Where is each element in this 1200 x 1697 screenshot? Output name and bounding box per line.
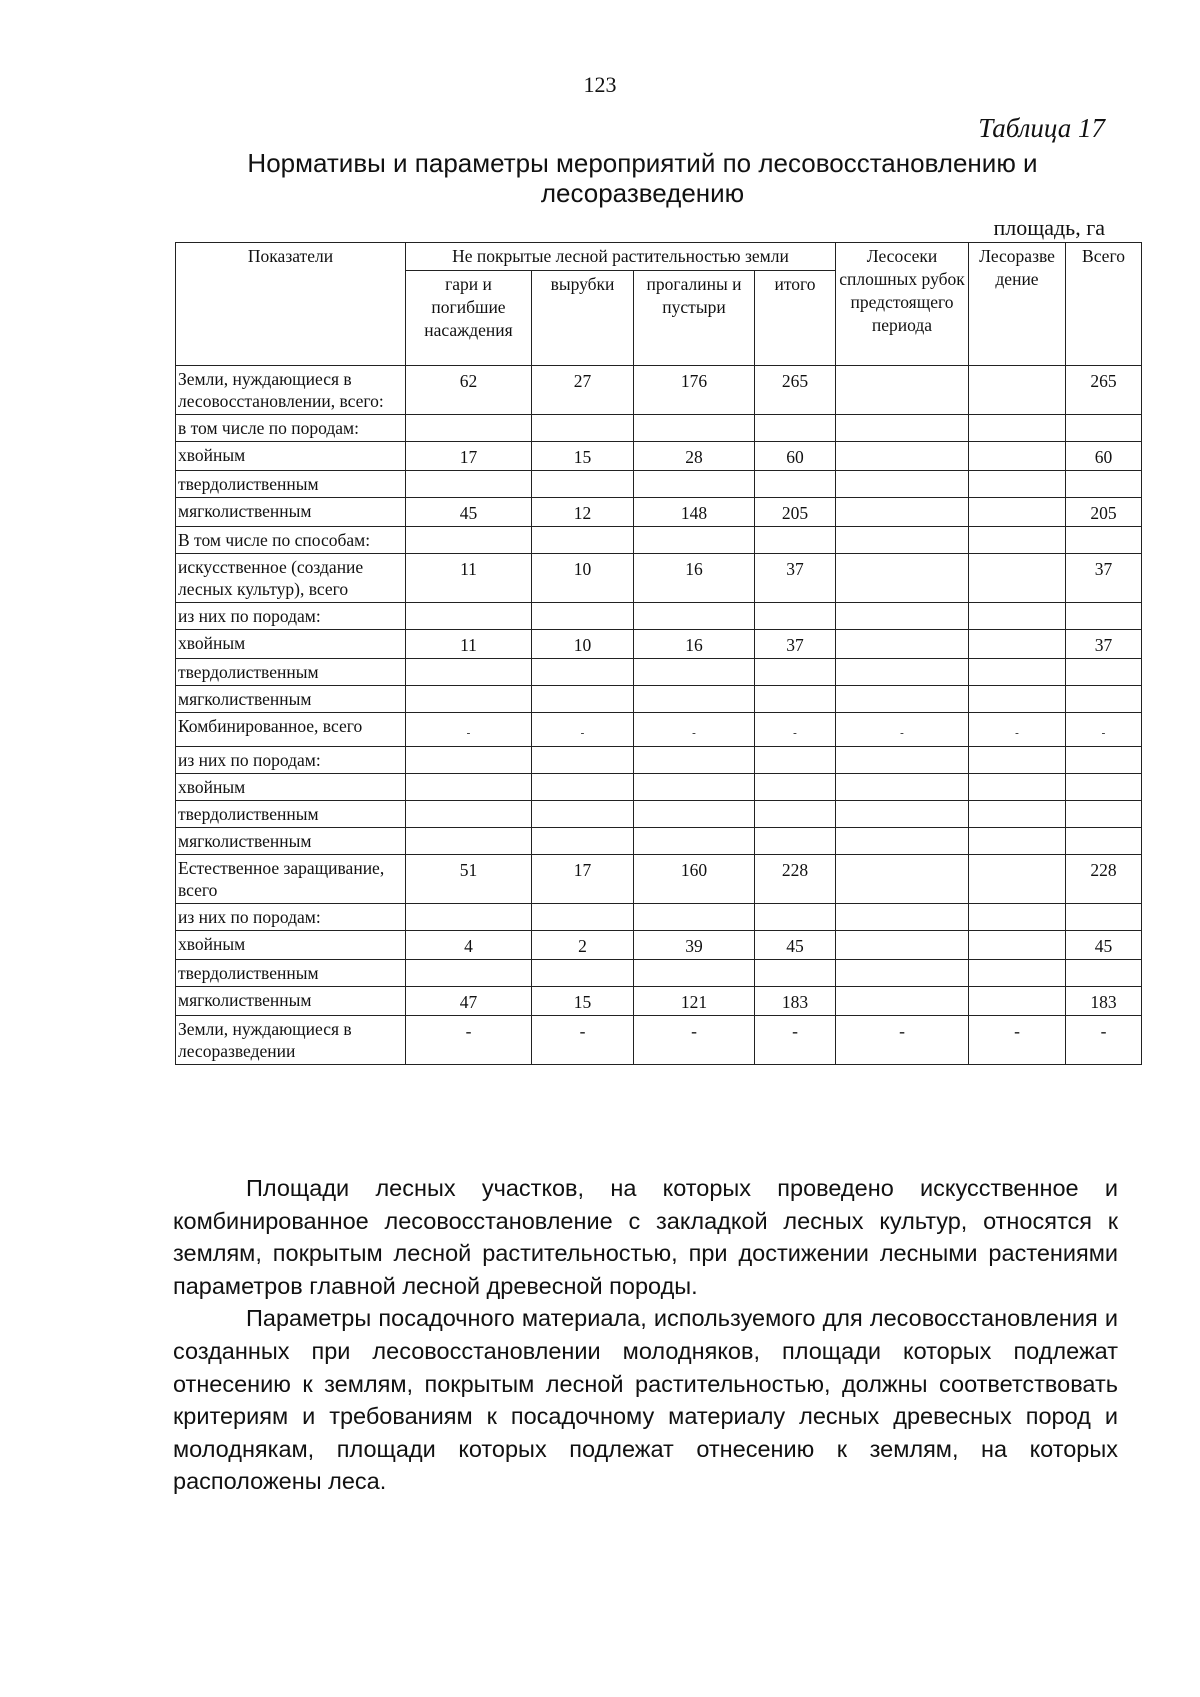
row-value [406,774,532,801]
paragraph-1: Площади лесных участков, на которых проведено искусственное и комбинированное лесовосстановление с закладкой лесных культур, относятся к землям, покрытым лесной растительностью, при достижении лесными растениями параметров главной лесной древесной породы. [173,1175,1118,1299]
row-value: - [836,1016,969,1065]
row-value [969,630,1066,659]
row-value [836,686,969,713]
row-label: Естественное заращивание, всего [176,855,406,904]
table-row [176,471,1142,498]
row-value [634,828,755,855]
row-value: 17 [406,442,532,471]
row-value [406,415,532,442]
row-value: 2 [532,931,634,960]
row-value [634,659,755,686]
row-value: - [1066,713,1142,747]
row-value: 37 [755,630,836,659]
row-value: - [634,713,755,747]
row-value: 160 [634,855,755,904]
table-row [176,442,1142,471]
row-label: из них по породам: [176,747,406,774]
row-value [969,904,1066,931]
row-value [969,442,1066,471]
row-label: Земли, нуждающиеся в лесовосстановлении, всего: [176,366,406,415]
header-subtotal: итого [755,271,836,366]
row-value [969,498,1066,527]
row-value [1066,603,1142,630]
row-value [532,527,634,554]
row-value [755,686,836,713]
row-value [969,415,1066,442]
row-value [532,603,634,630]
table-row [176,527,1142,554]
row-value: - [1066,1016,1142,1065]
row-label: мягколиственным [176,686,406,713]
row-value: 11 [406,554,532,603]
row-value [406,801,532,828]
row-label: хвойным [176,931,406,960]
row-value: - [755,1016,836,1065]
row-value: 12 [532,498,634,527]
row-value [836,471,969,498]
row-value [634,747,755,774]
row-label: В том числе по способам: [176,527,406,554]
row-value [836,527,969,554]
row-value: 10 [532,554,634,603]
row-value: 37 [1066,554,1142,603]
row-value [836,747,969,774]
row-value [532,471,634,498]
row-value [969,747,1066,774]
row-value: 4 [406,931,532,960]
table-row [176,828,1142,855]
table-row [176,659,1142,686]
row-value [755,659,836,686]
row-label: искусственное (создание лесных культур), всего [176,554,406,603]
row-value [634,471,755,498]
row-value: 17 [532,855,634,904]
reforestation-table [175,242,1142,1065]
row-value [836,987,969,1016]
row-value [1066,527,1142,554]
row-label: твердолиственным [176,471,406,498]
row-value [969,471,1066,498]
row-value [532,747,634,774]
row-value [836,659,969,686]
row-value [1066,828,1142,855]
row-value: 176 [634,366,755,415]
row-value [634,801,755,828]
row-value [969,987,1066,1016]
row-label: мягколиственным [176,828,406,855]
row-value [969,366,1066,415]
row-value [969,855,1066,904]
row-value: 39 [634,931,755,960]
header-indicators: Показатели [176,243,406,366]
page-number: 123 [583,72,617,97]
row-label: твердолиственным [176,659,406,686]
row-value [406,471,532,498]
row-value [406,659,532,686]
row-value [755,603,836,630]
row-value [755,527,836,554]
row-value [755,960,836,987]
table-row [176,366,1142,415]
row-value [755,747,836,774]
row-value [634,904,755,931]
row-label: мягколиственным [176,498,406,527]
row-value [969,828,1066,855]
row-label: хвойным [176,774,406,801]
row-value: 265 [1066,366,1142,415]
row-value [836,801,969,828]
table-row [176,415,1142,442]
row-value: 183 [755,987,836,1016]
table-row [176,630,1142,659]
row-value: 183 [1066,987,1142,1016]
row-label: хвойным [176,442,406,471]
row-value: - [406,1016,532,1065]
row-value [406,828,532,855]
row-value [634,415,755,442]
row-value [836,498,969,527]
row-value [836,828,969,855]
row-value: 37 [755,554,836,603]
row-label: Комбинированное, всего [176,713,406,747]
row-value: 15 [532,987,634,1016]
row-value: 45 [755,931,836,960]
row-value: 148 [634,498,755,527]
row-value: 27 [532,366,634,415]
row-value [969,960,1066,987]
row-value [836,442,969,471]
row-label: в том числе по породам: [176,415,406,442]
row-value: 45 [406,498,532,527]
row-label: Земли, нуждающиеся в лесоразведении [176,1016,406,1065]
row-value [755,415,836,442]
document-title [220,148,1065,208]
row-value [532,415,634,442]
row-value: - [969,713,1066,747]
row-value [755,801,836,828]
table-header [176,243,1142,366]
header-total: Всего [1066,243,1142,366]
row-value: 10 [532,630,634,659]
row-value: 265 [755,366,836,415]
row-value [836,554,969,603]
table-row [176,801,1142,828]
header-not-covered: Не покрытые лесной растительностью земли [406,243,836,271]
row-value [634,527,755,554]
table-row [176,747,1142,774]
table-row [176,603,1142,630]
row-label: твердолиственным [176,960,406,987]
row-value [532,904,634,931]
table-row [176,554,1142,603]
header-row-1 [176,243,1142,271]
row-value: 11 [406,630,532,659]
row-value: - [969,1016,1066,1065]
row-value [1066,471,1142,498]
row-value [836,960,969,987]
table-row [176,931,1142,960]
row-value [969,686,1066,713]
header-afforestation: Лесоразве дение [969,243,1066,366]
row-label: мягколиственным [176,987,406,1016]
row-value [969,554,1066,603]
table-caption: Таблица 17 [978,113,1105,143]
table-row [176,855,1142,904]
row-value [406,603,532,630]
table-row [176,713,1142,747]
row-value [969,801,1066,828]
row-value [969,527,1066,554]
row-value [634,960,755,987]
row-value [755,774,836,801]
row-value [406,960,532,987]
row-value: - [406,713,532,747]
row-value [969,603,1066,630]
header-burns: гари и погибшие насаждения [406,271,532,366]
row-value [755,471,836,498]
row-value [755,828,836,855]
row-value: 28 [634,442,755,471]
row-value [406,904,532,931]
row-value: 205 [755,498,836,527]
row-label: твердолиственным [176,801,406,828]
row-value [836,904,969,931]
row-value [836,855,969,904]
table-row [176,904,1142,931]
unit-note: площадь, га [993,215,1105,240]
row-value: 51 [406,855,532,904]
row-value [969,931,1066,960]
row-value [969,774,1066,801]
row-value [969,659,1066,686]
row-value [532,801,634,828]
row-value [836,774,969,801]
row-value [1066,659,1142,686]
row-value [836,603,969,630]
row-value: 47 [406,987,532,1016]
header-clearings: вырубки [532,271,634,366]
row-value [532,659,634,686]
row-value [532,828,634,855]
row-value: 121 [634,987,755,1016]
table-row [176,960,1142,987]
row-value [1066,960,1142,987]
row-value: 60 [1066,442,1142,471]
row-value [1066,747,1142,774]
row-value [836,415,969,442]
row-value: 16 [634,554,755,603]
row-label: из них по породам: [176,603,406,630]
row-value: - [634,1016,755,1065]
row-value [1066,801,1142,828]
row-value [1066,686,1142,713]
header-glades: прогалины и пустыри [634,271,755,366]
table-row [176,774,1142,801]
row-value: - [532,713,634,747]
row-value [836,366,969,415]
table-row [176,1016,1142,1065]
table-row [176,987,1142,1016]
row-value: 228 [755,855,836,904]
table-body [176,366,1142,1065]
title-line-2: лесоразведению [540,178,745,208]
paragraph-2: Параметры посадочного материала, используемого для лесовосстановления и созданных при лесовосстановлении молодняков, площади которых подлежат отнесению к землям, покрытым лесной растительностью, должны соответствовать критериям и требованиям к посадочному материалу лесных древесных пород и молоднякам, площади которых подлежат отнесению к землям, на которых расположены леса. [173,1305,1118,1495]
row-value: 62 [406,366,532,415]
row-value [836,630,969,659]
row-value [1066,774,1142,801]
header-cutting-areas: Лесосеки сплошных рубок предстоящего периода [836,243,969,366]
row-value: - [836,713,969,747]
row-value [634,774,755,801]
row-value [755,904,836,931]
row-value: 60 [755,442,836,471]
row-value [634,686,755,713]
row-value: 16 [634,630,755,659]
row-value [406,527,532,554]
row-value: - [532,1016,634,1065]
row-value [836,931,969,960]
row-value [532,686,634,713]
row-label: из них по породам: [176,904,406,931]
row-value [1066,904,1142,931]
row-value [406,686,532,713]
row-value: 37 [1066,630,1142,659]
body-text [173,1172,1118,1498]
row-value [406,747,532,774]
row-label: хвойным [176,630,406,659]
row-value: 205 [1066,498,1142,527]
table-row [176,498,1142,527]
row-value [1066,415,1142,442]
table-row [176,686,1142,713]
row-value: 15 [532,442,634,471]
row-value: - [755,713,836,747]
row-value [532,774,634,801]
row-value [634,603,755,630]
row-value: 45 [1066,931,1142,960]
row-value [532,960,634,987]
title-line-1: Нормативы и параметры мероприятий по лесовосстановлению и [247,148,1038,178]
row-value: 228 [1066,855,1142,904]
